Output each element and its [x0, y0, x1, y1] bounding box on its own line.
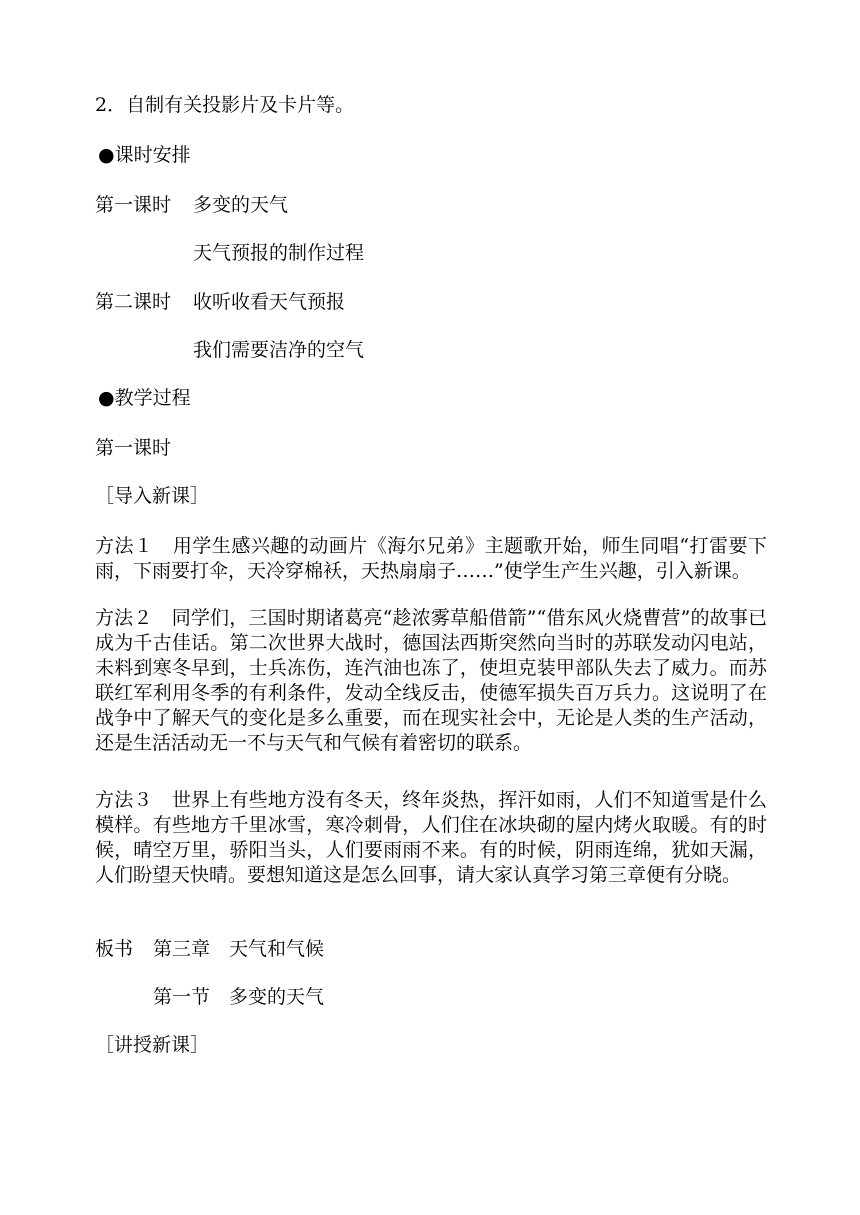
lesson2-topic1: 收听收看天气预报: [193, 291, 346, 313]
lesson1-label: 第一课时: [95, 194, 172, 216]
lesson1-topic2: 天气预报的制作过程: [193, 242, 365, 264]
schedule-heading: ●课时安排: [98, 144, 191, 166]
materials-item-2: 2．自制有关投影片及卡片等。: [95, 94, 355, 116]
lesson1-topic1: 多变的天气: [193, 194, 289, 216]
intro-heading: ［导入新课］: [95, 485, 210, 507]
method1-paragraph: 方法１ 用学生感兴趣的动画片《海尔兄弟》主题歌开始，师生同唱“打雷要下雨，下雨要打伞，天冷穿棉袄，天热扇扇子……”使学生产生兴趣，引入新课。: [95, 535, 767, 582]
lecture-heading: ［讲授新课］: [95, 1034, 210, 1056]
lesson2-label: 第二课时: [95, 291, 172, 313]
process-heading: ●教学过程: [98, 387, 191, 409]
board-section: 第一节 多变的天气: [153, 986, 325, 1008]
board-label: 板书: [95, 938, 134, 960]
lesson1-heading: 第一课时: [95, 437, 172, 459]
board-chapter: 第三章 天气和气候: [153, 938, 325, 960]
method2-paragraph: 方法２ 同学们，三国时期诸葛亮“趁浓雾草船借箭”“借东风火烧曹营”的故事已成为千古佳话。第二次世界大战时，德国法西斯突然向当时的苏联发动闪电站，未料到寒冬早到，士兵冻伤，连汽油也冻了，使坦克装甲部队失去了威力。而苏联红军利用冬季的有利条件，发动全线反击，使德军损失百万兵力。这说明了在战争中了解天气的变化是多么重要，而在现实社会中，无论是人类的生产活动，还是生活活动无一不与天气和气候有着密切的联系。: [95, 607, 767, 754]
lesson2-topic2: 我们需要洁净的空气: [193, 339, 365, 361]
method3-paragraph: 方法３ 世界上有些地方没有冬天，终年炎热，挥汗如雨，人们不知道雪是什么模样。有些地方千里冰雪，寒冷刺骨，人们住在冰块砌的屋内烤火取暖。有的时候，晴空万里，骄阳当头，人们要雨雨不来。有的时候，阴雨连绵，犹如天漏，人们盼望天快晴。要想知道这是怎么回事，请大家认真学习第三章便有分晓。: [95, 789, 767, 886]
